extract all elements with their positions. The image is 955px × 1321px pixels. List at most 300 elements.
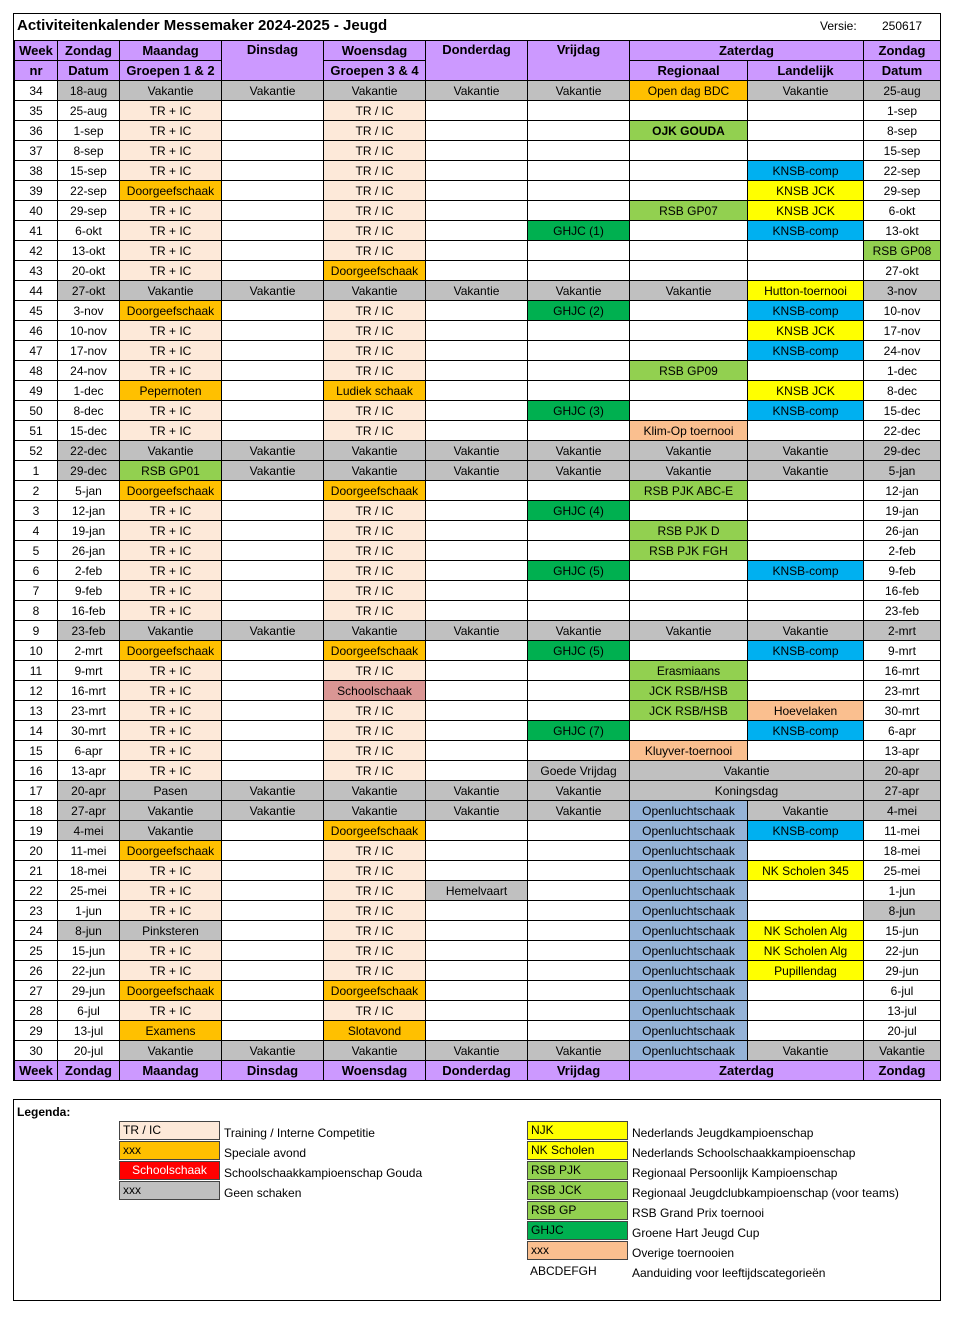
legend-swatch: RSB GP (527, 1201, 628, 1220)
cell-week: 7 (15, 581, 58, 601)
table-row (15, 441, 941, 461)
cell-maandag: TR + IC (120, 561, 222, 581)
table-row (15, 941, 941, 961)
cell-zaterdag-landelijk: NK Scholen Alg (748, 941, 864, 961)
cell-woensdag: TR / IC (324, 401, 426, 421)
cell-maandag: TR + IC (120, 401, 222, 421)
cell-donderdag (426, 681, 528, 701)
cell-zondag-right: 5-jan (864, 461, 941, 481)
legend-description: Overige toernooien (632, 1246, 735, 1260)
cell-donderdag (426, 301, 528, 321)
legend-swatch: NJK (527, 1121, 628, 1140)
cell-maandag: TR + IC (120, 341, 222, 361)
cell-week: 9 (15, 621, 58, 641)
cell-vrijdag: Vakantie (528, 81, 630, 101)
cell-zondag: 8-dec (58, 401, 120, 421)
cell-zondag-right: 26-jan (864, 521, 941, 541)
cell-zaterdag-regionaal (630, 561, 748, 581)
cell-woensdag: TR / IC (324, 101, 426, 121)
cell-donderdag (426, 161, 528, 181)
cell-maandag: TR + IC (120, 101, 222, 121)
cell-week: 13 (15, 701, 58, 721)
cell-zondag-right: 13-apr (864, 741, 941, 761)
cell-zondag: 15-sep (58, 161, 120, 181)
cell-zaterdag-landelijk (748, 261, 864, 281)
cell-vrijdag (528, 541, 630, 561)
cell-dinsdag (222, 521, 324, 541)
cell-zaterdag-regionaal: OJK GOUDA (630, 121, 748, 141)
cell-zondag-right: 25-mei (864, 861, 941, 881)
cell-dinsdag (222, 721, 324, 741)
table-row (15, 101, 941, 121)
table-row (15, 381, 941, 401)
cell-dinsdag (222, 421, 324, 441)
cell-zondag: 22-sep (58, 181, 120, 201)
cell-woensdag: TR / IC (324, 921, 426, 941)
cell-zondag-right: 11-mei (864, 821, 941, 841)
header-zondag: Zondag (58, 41, 120, 61)
cell-zaterdag-landelijk: KNSB-comp (748, 721, 864, 741)
legend-swatch: xxx (119, 1181, 220, 1200)
cell-donderdag (426, 381, 528, 401)
cell-maandag: TR + IC (120, 1001, 222, 1021)
cell-dinsdag (222, 541, 324, 561)
cell-zaterdag-regionaal: RSB GP09 (630, 361, 748, 381)
table-row (15, 421, 941, 441)
cell-zaterdag-landelijk: NK Scholen 345 (748, 861, 864, 881)
cell-week: 11 (15, 661, 58, 681)
cell-zondag-right: RSB GP08 (864, 241, 941, 261)
cell-vrijdag: GHJC (5) (528, 561, 630, 581)
cell-zondag: 13-okt (58, 241, 120, 261)
cell-week: 38 (15, 161, 58, 181)
table-row (15, 781, 941, 801)
version-label: Versie: (820, 19, 857, 33)
cell-maandag: TR + IC (120, 201, 222, 221)
cell-maandag: Doorgeefschaak (120, 181, 222, 201)
cell-week: 44 (15, 281, 58, 301)
cell-zaterdag-landelijk: KNSB-comp (748, 341, 864, 361)
header-week: Week (15, 41, 58, 61)
cell-dinsdag (222, 641, 324, 661)
cell-zaterdag-regionaal: RSB PJK D (630, 521, 748, 541)
cell-week: 18 (15, 801, 58, 821)
cell-zondag: 23-feb (58, 621, 120, 641)
cell-vrijdag: GHJC (2) (528, 301, 630, 321)
cell-zaterdag-landelijk (748, 841, 864, 861)
cell-dinsdag (222, 941, 324, 961)
cell-donderdag: Vakantie (426, 801, 528, 821)
table-row (15, 241, 941, 261)
cell-zaterdag-regionaal: Kluyver-toernooi (630, 741, 748, 761)
cell-zaterdag-regionaal (630, 301, 748, 321)
cell-zaterdag-regionaal: JCK RSB/HSB (630, 681, 748, 701)
cell-vrijdag (528, 961, 630, 981)
cell-zondag-right: 8-dec (864, 381, 941, 401)
cell-woensdag: TR / IC (324, 521, 426, 541)
cell-dinsdag (222, 581, 324, 601)
cell-maandag: RSB GP01 (120, 461, 222, 481)
cell-donderdag (426, 641, 528, 661)
cell-week: 30 (15, 1041, 58, 1061)
cell-zaterdag-regionaal: Koningsdag (630, 781, 864, 801)
header-woensdag: Woensdag (324, 41, 426, 61)
cell-donderdag (426, 581, 528, 601)
cell-zaterdag-landelijk (748, 581, 864, 601)
cell-zaterdag-regionaal: RSB GP07 (630, 201, 748, 221)
cell-dinsdag (222, 881, 324, 901)
cell-zondag: 13-apr (58, 761, 120, 781)
cell-maandag: Doorgeefschaak (120, 981, 222, 1001)
cell-vrijdag: Vakantie (528, 461, 630, 481)
cell-zaterdag-regionaal: Openluchtschaak (630, 941, 748, 961)
cell-maandag: TR + IC (120, 741, 222, 761)
cell-maandag: TR + IC (120, 221, 222, 241)
cell-zaterdag-landelijk: KNSB-comp (748, 221, 864, 241)
cell-woensdag: Slotavond (324, 1021, 426, 1041)
cell-dinsdag: Vakantie (222, 461, 324, 481)
cell-dinsdag (222, 381, 324, 401)
cell-maandag: TR + IC (120, 681, 222, 701)
cell-zondag: 16-mrt (58, 681, 120, 701)
cell-zondag-right: 10-nov (864, 301, 941, 321)
cell-vrijdag (528, 201, 630, 221)
cell-donderdag (426, 561, 528, 581)
cell-vrijdag (528, 601, 630, 621)
cell-zaterdag-regionaal (630, 141, 748, 161)
cell-zaterdag-landelijk: Hutton-toernooi (748, 281, 864, 301)
cell-vrijdag: GHJC (4) (528, 501, 630, 521)
cell-woensdag: TR / IC (324, 941, 426, 961)
cell-maandag: TR + IC (120, 701, 222, 721)
cell-zondag-right: 29-sep (864, 181, 941, 201)
cell-zaterdag-landelijk: KNSB-comp (748, 301, 864, 321)
cell-donderdag: Vakantie (426, 81, 528, 101)
cell-zondag: 29-dec (58, 461, 120, 481)
cell-zondag: 15-dec (58, 421, 120, 441)
cell-week: 1 (15, 461, 58, 481)
cell-donderdag (426, 821, 528, 841)
table-row (15, 521, 941, 541)
legend-description: Groene Hart Jeugd Cup (632, 1226, 760, 1240)
cell-zondag-right: 22-dec (864, 421, 941, 441)
cell-zondag: 1-dec (58, 381, 120, 401)
cell-dinsdag (222, 161, 324, 181)
cell-zaterdag-landelijk (748, 101, 864, 121)
cell-zondag: 27-apr (58, 801, 120, 821)
cell-dinsdag: Vakantie (222, 441, 324, 461)
cell-week: 10 (15, 641, 58, 661)
cell-dinsdag (222, 681, 324, 701)
cell-zaterdag-regionaal (630, 641, 748, 661)
legend-swatch: RSB PJK (527, 1161, 628, 1180)
cell-woensdag: TR / IC (324, 141, 426, 161)
cell-woensdag: TR / IC (324, 881, 426, 901)
table-row (15, 321, 941, 341)
cell-week: 41 (15, 221, 58, 241)
cell-dinsdag: Vakantie (222, 281, 324, 301)
cell-zaterdag-regionaal (630, 241, 748, 261)
cell-zaterdag-regionaal (630, 381, 748, 401)
cell-zaterdag-landelijk (748, 1001, 864, 1021)
cell-zondag-right: 1-sep (864, 101, 941, 121)
cell-zondag: 20-apr (58, 781, 120, 801)
cell-zondag: 13-jul (58, 1021, 120, 1041)
table-row (15, 481, 941, 501)
cell-zaterdag-regionaal (630, 401, 748, 421)
cell-zondag: 29-jun (58, 981, 120, 1001)
cell-week: 36 (15, 121, 58, 141)
cell-woensdag: Doorgeefschaak (324, 261, 426, 281)
cell-maandag: TR + IC (120, 581, 222, 601)
cell-zondag-right: 6-okt (864, 201, 941, 221)
cell-woensdag: TR / IC (324, 841, 426, 861)
cell-dinsdag (222, 1001, 324, 1021)
table-row (15, 861, 941, 881)
cell-week: 24 (15, 921, 58, 941)
cell-maandag: Vakantie (120, 281, 222, 301)
legend-description: Nederlands Jeugdkampioenschap (632, 1126, 814, 1140)
cell-vrijdag (528, 161, 630, 181)
cell-woensdag: Vakantie (324, 1041, 426, 1061)
cell-woensdag: Vakantie (324, 81, 426, 101)
cell-maandag: TR + IC (120, 901, 222, 921)
cell-woensdag: TR / IC (324, 701, 426, 721)
table-row (15, 721, 941, 741)
cell-zaterdag-landelijk: KNSB JCK (748, 201, 864, 221)
cell-woensdag: Vakantie (324, 801, 426, 821)
table-row (15, 1021, 941, 1041)
cell-zondag-right: 9-mrt (864, 641, 941, 661)
cell-vrijdag (528, 361, 630, 381)
cell-dinsdag (222, 861, 324, 881)
cell-zondag-right: 13-jul (864, 1001, 941, 1021)
cell-zaterdag-landelijk: Vakantie (748, 621, 864, 641)
cell-week: 26 (15, 961, 58, 981)
table-row (15, 541, 941, 561)
cell-zondag: 5-jan (58, 481, 120, 501)
cell-dinsdag (222, 221, 324, 241)
cell-week: 46 (15, 321, 58, 341)
cell-zondag: 22-dec (58, 441, 120, 461)
activity-calendar-table (14, 40, 941, 1081)
cell-week: 48 (15, 361, 58, 381)
cell-zaterdag-landelijk: KNSB-comp (748, 821, 864, 841)
cell-week: 4 (15, 521, 58, 541)
legend-description: Geen schaken (224, 1186, 302, 1200)
cell-maandag: Doorgeefschaak (120, 641, 222, 661)
version-value: 250617 (882, 19, 923, 33)
cell-vrijdag (528, 481, 630, 501)
cell-vrijdag (528, 661, 630, 681)
cell-zondag-right: 8-jun (864, 901, 941, 921)
cell-zaterdag-regionaal: RSB PJK ABC-E (630, 481, 748, 501)
cell-zaterdag-landelijk (748, 741, 864, 761)
cell-zaterdag-regionaal (630, 581, 748, 601)
cell-vrijdag: Vakantie (528, 1041, 630, 1061)
cell-donderdag (426, 721, 528, 741)
table-row (15, 601, 941, 621)
cell-dinsdag (222, 901, 324, 921)
header-zaterdag: Zaterdag (630, 41, 864, 61)
cell-zaterdag-regionaal: Openluchtschaak (630, 921, 748, 941)
cell-vrijdag (528, 341, 630, 361)
cell-woensdag: TR / IC (324, 181, 426, 201)
header-groepen-3-4: Groepen 3 & 4 (324, 61, 426, 81)
cell-zaterdag-regionaal: Openluchtschaak (630, 1001, 748, 1021)
cell-vrijdag (528, 941, 630, 961)
cell-maandag: TR + IC (120, 421, 222, 441)
cell-donderdag (426, 141, 528, 161)
table-row (15, 341, 941, 361)
legend-description: Regionaal Jeugdclubkampioenschap (voor teams) (632, 1186, 899, 1200)
legend-description: Schoolschaakkampioenschap Gouda (224, 1166, 423, 1180)
cell-zondag-right: 30-mrt (864, 701, 941, 721)
cell-woensdag: Vakantie (324, 621, 426, 641)
page-title: Activiteitenkalender Messemaker 2024-2025 - Jeugd (17, 17, 388, 34)
table-row (15, 141, 941, 161)
cell-vrijdag: GHJC (5) (528, 641, 630, 661)
header-dinsdag: Dinsdag (222, 41, 324, 81)
cell-dinsdag (222, 561, 324, 581)
cell-vrijdag: GHJC (7) (528, 721, 630, 741)
cell-zondag: 30-mrt (58, 721, 120, 741)
cell-week: 16 (15, 761, 58, 781)
cell-week: 2 (15, 481, 58, 501)
legend-swatch: GHJC (527, 1221, 628, 1240)
cell-zondag-right: 6-jul (864, 981, 941, 1001)
cell-week: 17 (15, 781, 58, 801)
cell-zaterdag-regionaal (630, 101, 748, 121)
cell-zaterdag-regionaal (630, 221, 748, 241)
footer-maandag: Maandag (120, 1061, 222, 1081)
cell-zondag: 12-jan (58, 501, 120, 521)
cell-maandag: Vakantie (120, 1041, 222, 1061)
cell-week: 42 (15, 241, 58, 261)
cell-zaterdag-landelijk (748, 901, 864, 921)
cell-zaterdag-regionaal: Openluchtschaak (630, 901, 748, 921)
cell-zaterdag-landelijk (748, 1021, 864, 1041)
cell-week: 29 (15, 1021, 58, 1041)
cell-donderdag (426, 361, 528, 381)
cell-week: 47 (15, 341, 58, 361)
cell-donderdag (426, 661, 528, 681)
cell-dinsdag (222, 141, 324, 161)
cell-zondag: 8-jun (58, 921, 120, 941)
cell-maandag: Vakantie (120, 621, 222, 641)
table-row (15, 181, 941, 201)
cell-zaterdag-landelijk: KNSB-comp (748, 641, 864, 661)
cell-zaterdag-landelijk (748, 681, 864, 701)
legend-title: Legenda: (17, 1105, 71, 1119)
cell-maandag: TR + IC (120, 501, 222, 521)
cell-vrijdag (528, 381, 630, 401)
cell-donderdag (426, 541, 528, 561)
cell-zondag: 17-nov (58, 341, 120, 361)
cell-week: 12 (15, 681, 58, 701)
legend-description: Aanduiding voor leeftijdscategorieën (632, 1266, 826, 1280)
cell-woensdag: Vakantie (324, 461, 426, 481)
table-row (15, 201, 941, 221)
cell-zaterdag-landelijk: KNSB-comp (748, 161, 864, 181)
cell-zondag-right: 18-mei (864, 841, 941, 861)
cell-zondag-right: 9-feb (864, 561, 941, 581)
table-row (15, 561, 941, 581)
cell-donderdag (426, 341, 528, 361)
cell-maandag: TR + IC (120, 541, 222, 561)
cell-zondag-right: 27-apr (864, 781, 941, 801)
cell-zaterdag-regionaal (630, 341, 748, 361)
cell-zaterdag-regionaal (630, 261, 748, 281)
cell-dinsdag (222, 261, 324, 281)
table-row (15, 821, 941, 841)
cell-maandag: TR + IC (120, 521, 222, 541)
cell-dinsdag (222, 401, 324, 421)
cell-woensdag: TR / IC (324, 741, 426, 761)
cell-woensdag: TR / IC (324, 721, 426, 741)
cell-zaterdag-landelijk: Vakantie (748, 1041, 864, 1061)
cell-zondag: 1-jun (58, 901, 120, 921)
cell-dinsdag (222, 241, 324, 261)
cell-zaterdag-landelijk (748, 121, 864, 141)
cell-week: 22 (15, 881, 58, 901)
cell-week: 49 (15, 381, 58, 401)
cell-vrijdag (528, 141, 630, 161)
cell-dinsdag (222, 741, 324, 761)
legend-description: Speciale avond (224, 1146, 307, 1160)
cell-zondag-right: 22-jun (864, 941, 941, 961)
cell-week: 40 (15, 201, 58, 221)
cell-zaterdag-landelijk (748, 981, 864, 1001)
cell-vrijdag (528, 921, 630, 941)
cell-zaterdag-landelijk (748, 661, 864, 681)
cell-zaterdag-regionaal: Openluchtschaak (630, 821, 748, 841)
cell-maandag: Vakantie (120, 821, 222, 841)
cell-zondag: 8-sep (58, 141, 120, 161)
cell-donderdag: Vakantie (426, 441, 528, 461)
cell-week: 23 (15, 901, 58, 921)
cell-zaterdag-landelijk (748, 421, 864, 441)
cell-zaterdag-regionaal: Openluchtschaak (630, 861, 748, 881)
cell-zaterdag-landelijk: KNSB-comp (748, 401, 864, 421)
table-row (15, 501, 941, 521)
cell-dinsdag (222, 201, 324, 221)
cell-vrijdag: Vakantie (528, 781, 630, 801)
cell-donderdag (426, 861, 528, 881)
cell-zaterdag-landelijk: KNSB JCK (748, 381, 864, 401)
table-row (15, 881, 941, 901)
cell-dinsdag (222, 321, 324, 341)
legend-swatch: Schoolschaak (119, 1161, 220, 1180)
cell-vrijdag: Vakantie (528, 621, 630, 641)
cell-dinsdag (222, 501, 324, 521)
cell-maandag: Vakantie (120, 801, 222, 821)
cell-donderdag (426, 1021, 528, 1041)
cell-zondag-right: 8-sep (864, 121, 941, 141)
cell-zaterdag-landelijk: KNSB-comp (748, 561, 864, 581)
cell-maandag: Vakantie (120, 441, 222, 461)
cell-woensdag: Doorgeefschaak (324, 641, 426, 661)
cell-week: 19 (15, 821, 58, 841)
cell-woensdag: TR / IC (324, 221, 426, 241)
cell-maandag: TR + IC (120, 361, 222, 381)
footer-donderdag: Donderdag (426, 1061, 528, 1081)
cell-zondag: 6-apr (58, 741, 120, 761)
cell-donderdag (426, 921, 528, 941)
cell-woensdag: TR / IC (324, 321, 426, 341)
header-landelijk: Landelijk (748, 61, 864, 81)
cell-zaterdag-regionaal (630, 501, 748, 521)
